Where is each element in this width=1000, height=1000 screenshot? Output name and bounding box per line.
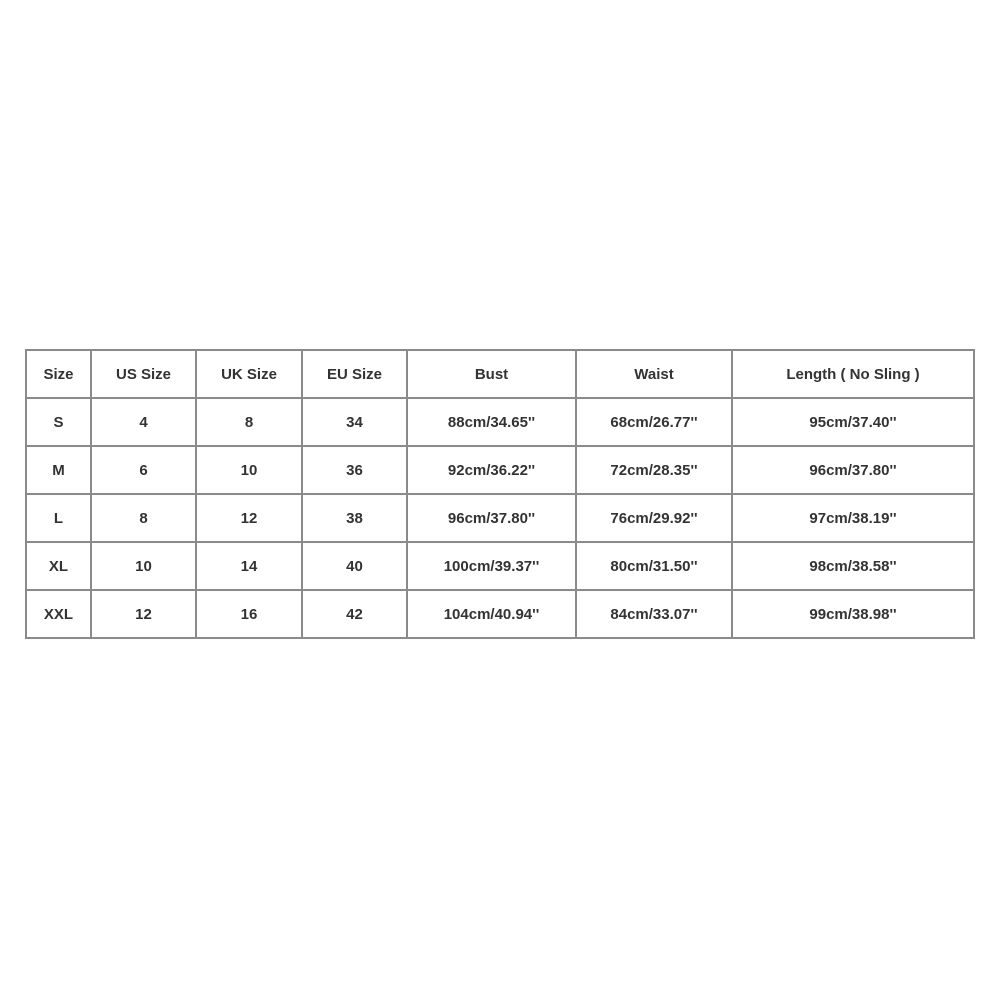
cell-waist: 80cm/31.50'' [576,542,732,590]
cell-length: 97cm/38.19'' [732,494,974,542]
cell-waist: 84cm/33.07'' [576,590,732,638]
cell-us-size: 10 [91,542,196,590]
cell-bust: 100cm/39.37'' [407,542,576,590]
cell-waist: 68cm/26.77'' [576,398,732,446]
cell-size: S [26,398,91,446]
cell-waist: 72cm/28.35'' [576,446,732,494]
cell-uk-size: 8 [196,398,302,446]
cell-eu-size: 38 [302,494,407,542]
cell-size: XXL [26,590,91,638]
cell-bust: 104cm/40.94'' [407,590,576,638]
cell-us-size: 4 [91,398,196,446]
table-row [26,542,974,590]
cell-waist: 76cm/29.92'' [576,494,732,542]
cell-size: L [26,494,91,542]
cell-bust: 88cm/34.65'' [407,398,576,446]
table-row [26,494,974,542]
cell-uk-size: 10 [196,446,302,494]
cell-length: 98cm/38.58'' [732,542,974,590]
cell-eu-size: 42 [302,590,407,638]
cell-length: 95cm/37.40'' [732,398,974,446]
header-bust: Bust [407,350,576,398]
cell-eu-size: 34 [302,398,407,446]
table-row [26,398,974,446]
cell-length: 99cm/38.98'' [732,590,974,638]
cell-us-size: 8 [91,494,196,542]
cell-uk-size: 16 [196,590,302,638]
cell-uk-size: 14 [196,542,302,590]
header-uk-size: UK Size [196,350,302,398]
cell-us-size: 12 [91,590,196,638]
cell-size: M [26,446,91,494]
cell-eu-size: 40 [302,542,407,590]
size-chart-table [25,349,975,639]
cell-uk-size: 12 [196,494,302,542]
header-length: Length ( No Sling ) [732,350,974,398]
cell-size: XL [26,542,91,590]
header-eu-size: EU Size [302,350,407,398]
cell-bust: 92cm/36.22'' [407,446,576,494]
header-waist: Waist [576,350,732,398]
cell-eu-size: 36 [302,446,407,494]
cell-length: 96cm/37.80'' [732,446,974,494]
cell-bust: 96cm/37.80'' [407,494,576,542]
cell-us-size: 6 [91,446,196,494]
table-row [26,446,974,494]
header-row [26,350,974,398]
table-row [26,590,974,638]
header-us-size: US Size [91,350,196,398]
header-size: Size [26,350,91,398]
